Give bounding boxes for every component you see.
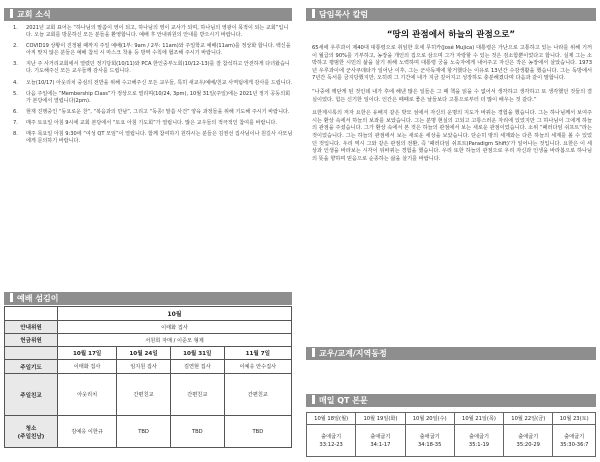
daily-qt-title: 매일 QT 본문 [319,396,368,405]
row-value: 이태화 집사 [58,321,292,334]
worship-servers-header [4,292,292,305]
qt-date: 10월 22일(금) [504,413,553,425]
qt-verse: 35:1-19 [468,441,490,448]
qt-date: 10월 19일(화) [356,413,405,425]
news-item: 7. 매주 토요일 아침 9시에 교회 본당에서 “토요 아침 기도회”가 열립니다. 많은 교우들의 적극적인 참여를 바랍니다. [13,119,277,126]
row-label: 주일친교 [5,374,58,416]
qt-passage [553,425,596,457]
table-cell: 김연현 집사 [170,360,224,374]
qt-date: 10월 21일(목) [454,413,503,425]
row-value: 서원희 자매 / 이준모 형제 [58,334,292,347]
news-text: 지난 주 사거리교회에서 열렸던 정기당회(10/11)와 PCA 한인중부노회(10/12-13)를 잘 참석하고 안전하게 다녀왔습니다. 기도해주신 모든 교우들께 감사를 드립니다. [26,61,290,75]
qt-book: 출애굽기 [468,433,489,440]
table-cell: TBD [224,416,291,448]
table-cell: TBD [117,416,171,448]
qt-date: 10월 20일(수) [405,413,454,425]
news-text: 매주 토요일 아침 9시에 교회 본당에서 “토요 아침 기도회”가 열립니다. 많은 교우들의 적극적인 참여를 바랍니다. [26,119,277,126]
qt-passage [454,425,503,457]
table-cell: 이예응 안수집사 [224,360,291,374]
table-row [307,413,596,425]
qt-date: 10월 23(토) [553,413,596,425]
news-item: 3. 지난 주 사거리교회에서 열렸던 정기당회(10/11)와 PCA 한인중부노회(10/12-13)를 잘 참석하고 안전하게 다녀왔습니다. 기도해주신 모든 교우들께 감사를 드립니다. [13,61,290,75]
section-accent-icon [312,348,315,357]
month-label: 10월 [58,307,292,321]
table-cell: 간편친교 [170,374,224,416]
qt-verse: 35:20-29 [516,441,540,448]
qt-book: 출애굽기 [321,433,342,440]
qt-book: 출애굽기 [419,433,440,440]
table-row [5,307,292,321]
news-item: 8. 매주 목요일 아침 9:30에 “여성 QT 모임”이 열립니다. 함께 참여하기 원하시는 분들은 김권선 집사님이나 원길사 사모님에게 문의하기 바랍니다. [13,131,293,145]
news-text: 현재 진행중인 “동요로운 찬”, “복음과의 만남”, 그리고 “독종! 말씀 사건” 양육 과정들을 위해 기도해 주시기 바랍니다. [26,108,290,115]
row-label: 청소 (주일친남) [5,416,58,448]
pastor-column-section-title: 담임목사 칼럼 [319,10,369,19]
worship-servers-title: 예배 섬김이 [17,294,59,303]
table-cell: 간편친교 [224,374,291,416]
qt-verse: 33:12-23 [319,441,343,448]
table-cell: 임지원 집사 [117,360,171,374]
church-news-title: 교회 소식 [17,10,51,19]
row-label: 안내위원 [5,321,58,334]
date-header: 10월 17일 [58,347,117,360]
qt-passage [504,425,553,457]
daily-qt-table [306,412,596,457]
section-accent-icon [312,9,315,18]
qt-verse: 35:30-36:7 [559,441,589,448]
daily-qt-header [306,394,596,407]
table-cell: 김예응 이한규 [58,416,117,448]
local-news-header [306,347,596,360]
row-label: 주일기도 [5,360,58,374]
qt-passage [405,425,454,457]
pastor-column-header [306,8,596,21]
news-item: 2. COVID19 상황이 진정될 때까지 주일 예배(1부: 9am / 2부: 11am)와 주일학교 예배(11am)를 정상화 합니다. 백신을 아직 맞지 않은 분들은 예배 참석 시 마스크 착용 등 방역 수칙에 협조해 주시기 바랍니다. [13,43,291,57]
date-header: 11월 7일 [224,347,291,360]
table-row [5,321,292,334]
pastor-column-body [312,45,592,169]
qt-date: 10월 18일(월) [307,413,356,425]
table-row [5,374,292,416]
news-item: 5. 다음 주일에는 “Membership Class”가 정상으로 열리며(10/24, 3pm), 10월 31일(주일)에는 2021년 정기 공동의회가 본당에서 열립니다(2pm). [13,90,291,104]
news-text: 다음 주일에는 “Membership Class”가 정상으로 열리며(10/24, 3pm), 10월 31일(주일)에는 2021년 정기 공동의회가 본당에서 열립니다(2pm). [26,90,291,104]
news-text: COVID19 상황이 진정될 때까지 주일 예배(1부: 9am / 2부: 11am)와 주일학교 예배(11am)를 정상화 합니다. 백신을 아직 맞지 않은 분들은 예배 참석 시 마스크 착용 등 방역 수칙에 협조해 주시기 바랍니다. [26,43,291,57]
qt-verse: 34:1-17 [370,441,391,448]
row-label: 헌금위원 [5,334,58,347]
news-item: 6. 현재 진행중인 “동요로운 찬”, “복음과의 만남”, 그리고 “독종! 말씀 사건” 양육 과정들을 위해 기도해 주시기 바랍니다. [13,108,290,115]
pastor-column-title: “땅의 관점에서 하늘의 관점으로” [386,30,516,40]
table-row [5,360,292,374]
section-accent-icon [312,395,315,404]
table-row [5,347,292,360]
table-cell: TBD [170,416,224,448]
table-cell: 아웃리치 [58,374,117,416]
qt-passage [307,425,356,457]
church-news-list [4,25,294,149]
worship-servers-table [4,306,292,448]
qt-book: 출애굽기 [564,433,585,440]
table-cell: 이태화 집사 [58,360,117,374]
news-item: 1. 2021년 교회 표어는 “하나님의 말씀이 영이 되고, 하나님의 영이 교사가 되며, 하나님의 영광이 목적이 되는 교회”입니다. 오늘 교회를 방문하신 모든 분들을 환영합니다. 예배 후 안내위원의 안내를 받으시기 바랍니다. [13,25,289,39]
column-paragraph: 65세에 우루과이 제40대 대통령으로 취임한 호세 무히카(José Mujica) 대통령은 가난으로 고통하고 있는 나라를 위해 기꺼이 월급의 90%를 기부하고, 농장을 개인의 집으로 삼으며 그가 자랑할 수 있는 것은 검소함뿐이었다고 합니다. 실제 그는 소박하고 평범한 시민의 삶을 살기 위해 노력하며 대통령 궁을 노숙자에게 내어주고 자신은 작은 농장에서 살았습니다. 1973년 우루과이에 군사쿠데타가 일어난 이후, 그는 군사독재에 항거했다는 이유로 13년간 수감생활을 했습니다. 그는 독방에서 7년간 독서를 금지당했지만, 오히려 그 기간에 내가 지금 깊어지고 성장하도 충분해졌다며 다음과 같이 말합니다. [312,45,592,82]
local-news-title: 교우/교계/지역동정 [319,349,387,358]
qt-passage [356,425,405,457]
church-news-header [4,8,292,21]
news-text: 오늘(10/17) 아웃리치 중심의 전반을 위해 수고해주신 모든 교우들, 특히 새교우/예배/친교 사역팀에게 감사를 드립니다. [26,79,293,86]
section-accent-icon [10,9,13,18]
qt-book: 출애굽기 [518,433,539,440]
column-paragraph: 요한계시록의 저자 요한은 유배지 같은 밧모 섬에서 자신의 운명의 지도가 바뀌는 경험을 했습니다. 그는 하나님께서 보여주시는 환상 속에서 하늘의 보좌를 보았습니다. 그는 분명 현실의 고되고 고통스러운 자리에 있었지만 그 하나님이 그에게 하늘의 관점을 주셨습니다. 그가 환상 속에서 본 것은 하늘의 관점에서 보는 새로운 관점이었습니다. 소위 “패러다임 쉬프트”라는 것이었습니다. 그는 하늘의 관점에서 보는 새로운 세상을 보았습니다. 단순히 땅의 세계와는 다른 하늘의 세계를 볼 수 있었던 것입니다. 우리 역시 그와 같은 관점의 전환, 즉 ‘패러다임 쉬프트(Paradigm Shift)’가 일어나는 것입니다. 요한은 이 세상과 인생을 바라보는 시각이 뒤바뀌는 경험을 했습니다. 우리 또한 하늘의 관점으로 우리 자신과 인생을 바라봄으로 하나님의 뜻을 향하며 믿음으로 순종하는 삶을 살기를 바랍니다. [312,110,592,162]
table-row [5,416,292,448]
news-text: 매주 목요일 아침 9:30에 “여성 QT 모임”이 열립니다. 함께 참여하기 원하시는 분들은 김권선 집사님이나 원길사 사모님에게 문의하기 바랍니다. [26,131,293,145]
section-accent-icon [10,293,13,302]
date-header: 10월 31일 [170,347,224,360]
news-text: 2021년 교회 표어는 “하나님의 말씀이 영이 되고, 하나님의 영이 교사가 되며, 하나님의 영광이 목적이 되는 교회”입니다. 오늘 교회를 방문하신 모든 분들을 환영합니다. 예배 후 안내위원의 안내를 받으시기 바랍니다. [26,25,289,39]
date-header: 10월 24일 [117,347,171,360]
table-cell: 간편친교 [117,374,171,416]
qt-book: 출애굽기 [370,433,391,440]
news-item: 4. 오늘(10/17) 아웃리치 중심의 전반을 위해 수고해주신 모든 교우들, 특히 새교우/예배/친교 사역팀에게 감사를 드립니다. [13,79,293,86]
table-row [5,334,292,347]
qt-verse: 34:18-35 [417,441,442,448]
column-paragraph: “나중에 깨닫게 된 것인데 내가 후에 해낸 많은 일들은 그 때 책을 읽을 수 없어서 생각하고 생각하고 또 생각했던 것들의 결실이었다. 힘든 신기한 일이다. 인간은 때때로 좋은 날들보다 고통으로부터 더 많이 배우는 것 같다.” [312,88,592,103]
table-row [307,425,596,457]
